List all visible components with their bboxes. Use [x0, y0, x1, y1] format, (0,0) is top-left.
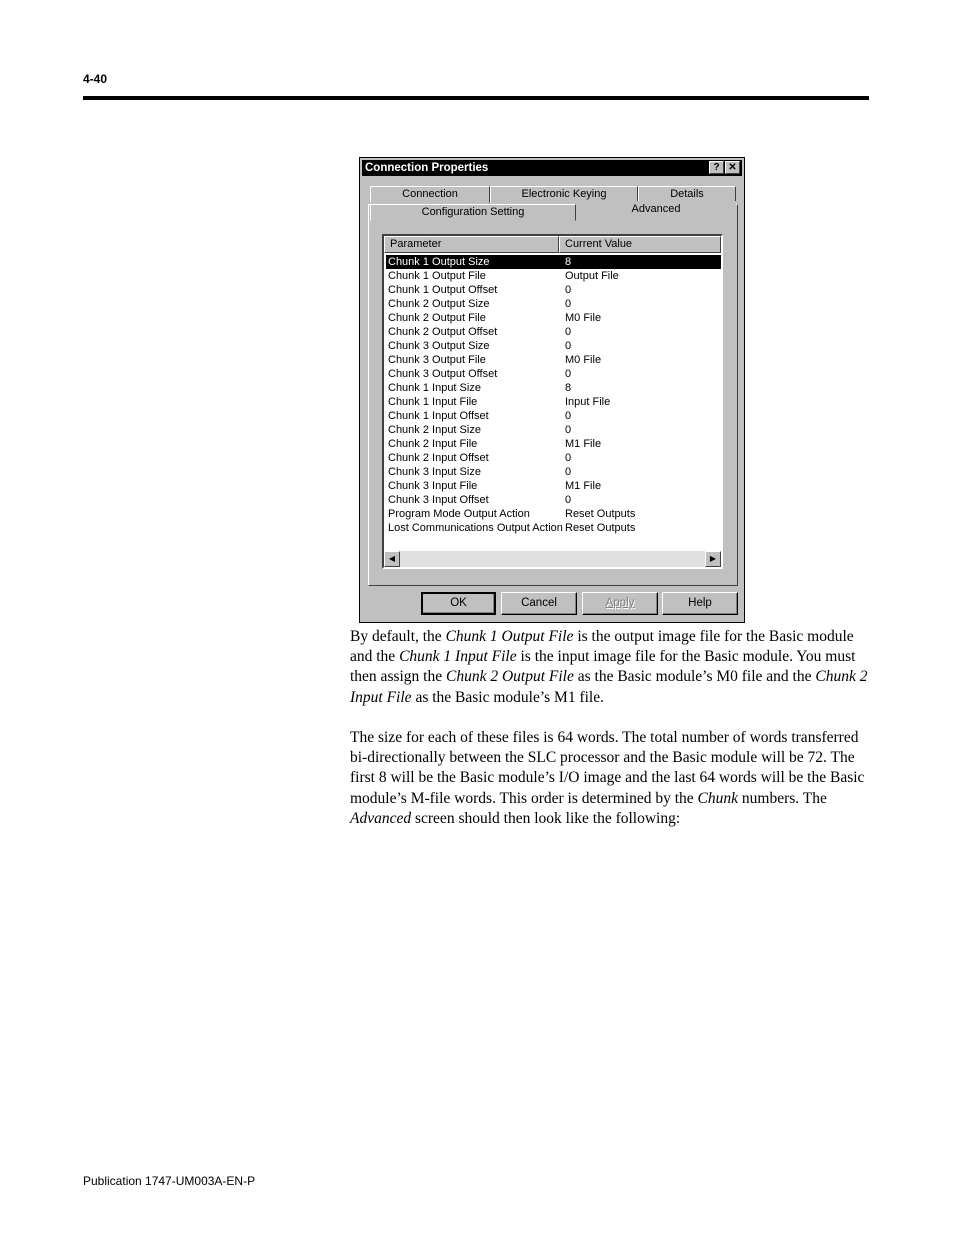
table-row[interactable]: [386, 437, 721, 451]
parameter-cell: Chunk 1 Input Size: [388, 382, 481, 394]
tab-details[interactable]: Details: [638, 186, 736, 203]
help-icon[interactable]: ?: [709, 161, 724, 174]
table-row[interactable]: [386, 465, 721, 479]
parameter-cell: Lost Communications Output Action: [388, 522, 563, 534]
tab-electronic-keying[interactable]: Electronic Keying: [490, 186, 638, 203]
table-row[interactable]: [386, 395, 721, 409]
parameter-cell: Chunk 3 Input Offset: [388, 494, 489, 506]
table-row[interactable]: [386, 367, 721, 381]
parameter-cell: Chunk 1 Output Size: [388, 256, 490, 268]
parameter-cell: Chunk 3 Input File: [388, 480, 478, 492]
parameter-cell: Chunk 3 Input Size: [388, 466, 481, 478]
parameter-cell: Chunk 1 Output File: [388, 270, 486, 282]
parameter-cell: Chunk 1 Output Offset: [388, 284, 498, 296]
value-cell: M1 File: [565, 480, 602, 492]
horizontal-scrollbar[interactable]: [384, 551, 721, 567]
table-row[interactable]: [386, 451, 721, 465]
list-rows: [386, 255, 721, 535]
emphasis: Chunk 2 Output File: [446, 668, 574, 686]
value-cell: 0: [565, 298, 572, 310]
value-cell: 0: [565, 410, 572, 422]
text: The size for each of these files is 64 words. The total number of words transferred bi-directionally between the SLC processor and the Basic module will be 72. The first 8 will be the Basic module’s I/O image and the last 64 words will be the Basic module’s M-file words. This order is determined by the: [350, 729, 865, 807]
emphasis: Advanced: [350, 809, 412, 827]
parameter-list[interactable]: [382, 234, 723, 569]
column-header-current-value[interactable]: Current Value: [559, 236, 721, 253]
table-row[interactable]: [386, 283, 721, 297]
table-row[interactable]: [386, 311, 721, 325]
parameter-cell: Chunk 3 Output File: [388, 354, 486, 366]
paragraph-file-sizes: [350, 728, 870, 829]
value-cell: Output File: [565, 270, 619, 282]
emphasis: Chunk 2 Input File: [350, 668, 868, 706]
table-row[interactable]: [386, 521, 721, 535]
parameter-cell: Chunk 1 Input Offset: [388, 410, 489, 422]
parameter-cell: Chunk 2 Output Size: [388, 298, 490, 310]
table-row[interactable]: [386, 507, 721, 521]
text: By default, the: [350, 628, 446, 645]
apply-label: Apply: [605, 597, 635, 609]
table-row[interactable]: [386, 339, 721, 353]
value-cell: 8: [565, 382, 572, 394]
table-row[interactable]: [386, 255, 721, 269]
paragraph-default-files: [350, 627, 870, 708]
value-cell: M1 File: [565, 438, 602, 450]
table-row[interactable]: [386, 423, 721, 437]
value-cell: M0 File: [565, 312, 602, 324]
emphasis: Chunk 1 Input File: [399, 648, 517, 666]
emphasis: Chunk 1 Output File: [445, 628, 574, 645]
parameter-cell: Chunk 2 Output File: [388, 312, 486, 324]
table-row[interactable]: [386, 381, 721, 395]
scroll-right-icon[interactable]: ▶: [705, 551, 721, 567]
table-row[interactable]: [386, 479, 721, 493]
parameter-cell: Chunk 2 Input File: [388, 438, 478, 450]
table-row[interactable]: [386, 353, 721, 367]
cancel-button[interactable]: Cancel: [501, 592, 577, 615]
tab-configuration-setting[interactable]: Configuration Setting: [370, 204, 576, 221]
parameter-cell: Chunk 1 Input File: [388, 396, 478, 408]
tab-connection[interactable]: Connection: [370, 186, 490, 203]
apply-button[interactable]: [582, 592, 658, 615]
value-cell: M0 File: [565, 354, 602, 366]
tab-advanced[interactable]: Advanced: [576, 201, 736, 221]
value-cell: 0: [565, 340, 572, 352]
value-cell: 0: [565, 466, 572, 478]
table-row[interactable]: [386, 409, 721, 423]
connection-properties-dialog: [359, 157, 745, 623]
help-button[interactable]: Help: [662, 592, 738, 615]
parameter-cell: Chunk 3 Output Offset: [388, 368, 498, 380]
value-cell: 8: [565, 256, 572, 268]
header-rule: [83, 96, 869, 100]
value-cell: 0: [565, 326, 572, 338]
close-icon[interactable]: ✕: [725, 161, 740, 174]
emphasis: Chunk: [697, 789, 739, 807]
text: is the output image file for the Basic module and the: [350, 628, 854, 666]
parameter-cell: Program Mode Output Action: [388, 508, 530, 520]
value-cell: 0: [565, 284, 572, 296]
value-cell: Input File: [565, 396, 611, 408]
text: screen should then look like the following:: [411, 809, 681, 827]
table-row[interactable]: [386, 493, 721, 507]
list-header: [384, 236, 721, 253]
text: numbers. The: [738, 789, 827, 807]
text: as the Basic module’s M0 file and the: [573, 668, 816, 686]
column-header-parameter[interactable]: Parameter: [384, 236, 559, 253]
value-cell: 0: [565, 424, 572, 436]
value-cell: 0: [565, 368, 572, 380]
parameter-cell: Chunk 3 Output Size: [388, 340, 490, 352]
value-cell: 0: [565, 494, 572, 506]
table-row[interactable]: [386, 297, 721, 311]
value-cell: Reset Outputs: [565, 522, 636, 534]
ok-button[interactable]: OK: [421, 592, 496, 615]
parameter-cell: Chunk 2 Input Offset: [388, 452, 489, 464]
table-row[interactable]: [386, 325, 721, 339]
footer-publication: Publication 1747-UM003A-EN-P: [83, 1174, 256, 1188]
text: is the input image file for the Basic module. You must then assign the: [350, 648, 856, 686]
parameter-cell: Chunk 2 Output Offset: [388, 326, 498, 338]
table-row[interactable]: [386, 269, 721, 283]
dialog-titlebar[interactable]: [362, 160, 742, 176]
dialog-title: Connection Properties: [365, 162, 489, 174]
scroll-left-icon[interactable]: ◀: [384, 551, 400, 567]
value-cell: Reset Outputs: [565, 508, 636, 520]
page-number: 4-40: [83, 72, 108, 86]
value-cell: 0: [565, 452, 572, 464]
text: as the Basic module’s M1 file.: [411, 688, 604, 706]
parameter-cell: Chunk 2 Input Size: [388, 424, 481, 436]
